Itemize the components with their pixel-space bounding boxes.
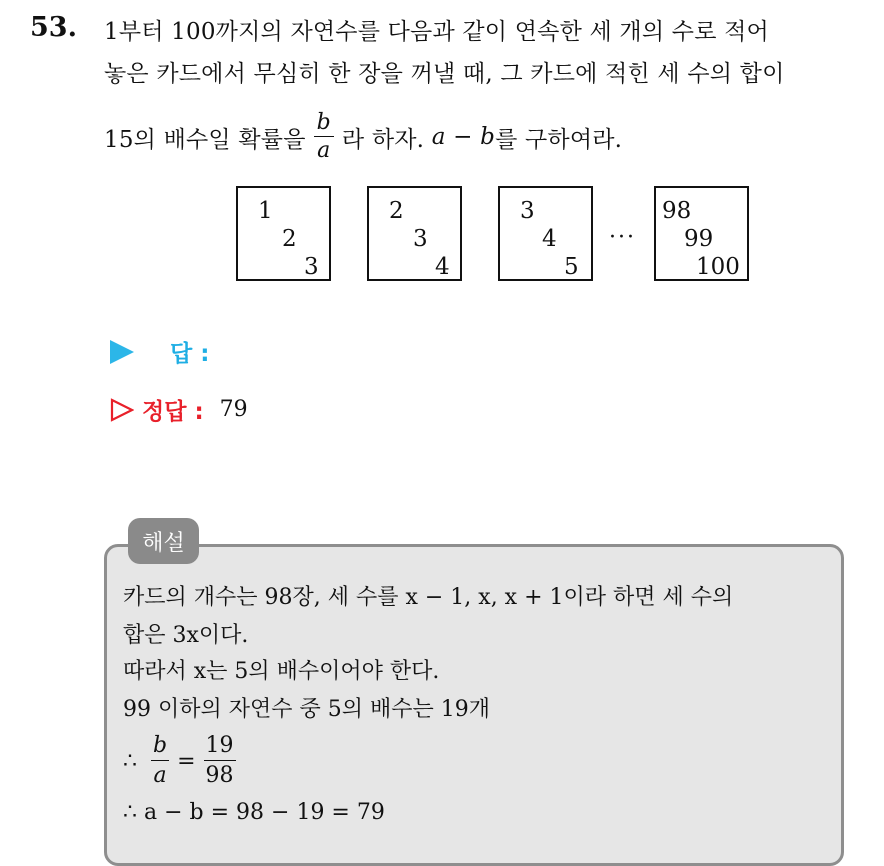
card-number-top: 98	[662, 198, 692, 224]
card-number-middle: 3	[413, 226, 428, 252]
card-number-bottom: 5	[564, 254, 579, 280]
solution-line4: 99 이하의 자연수 중 5의 배수는 19개	[123, 697, 490, 722]
question-text-line3	[104, 112, 622, 162]
solution-line2: 합은 3x이다.	[123, 623, 249, 648]
hollow-triangle-icon	[110, 398, 134, 422]
probability-fraction	[314, 112, 334, 162]
question-text-line1: 1부터 100까지의 자연수를 다음과 같이 연속한 세 개의 수로 적어	[104, 19, 769, 45]
solution-line1: 카드의 개수는 98장, 세 수를 x − 1, x, x + 1이라 하면 세 수의	[123, 585, 734, 610]
play-triangle-icon	[110, 340, 134, 364]
fraction-numerator: 19	[204, 735, 236, 761]
card-number-bottom: 100	[696, 254, 740, 280]
number-card-1	[236, 186, 331, 281]
question-text-end: 를 구하여라.	[495, 126, 623, 153]
question-text-post: 라 하자.	[341, 126, 425, 153]
number-card-2	[367, 186, 462, 281]
card-number-top: 3	[520, 198, 535, 224]
number-card-last	[654, 186, 749, 281]
card-number-top: 2	[389, 198, 404, 224]
fraction-denominator: a	[317, 138, 331, 163]
solution-line3: 따라서 x는 5의 배수이어야 한다.	[123, 659, 440, 684]
card-number-top: 1	[258, 198, 273, 224]
correct-answer-label: 정답 :	[142, 399, 204, 425]
card-number-middle: 99	[684, 226, 714, 252]
question-expression: a − b	[431, 124, 496, 150]
question-text-pre: 15의 배수일 확률을	[104, 126, 306, 153]
therefore-symbol: ∴	[123, 748, 137, 774]
fraction-denominator: 98	[205, 763, 234, 788]
answer-row	[110, 335, 209, 368]
card-number-bottom: 3	[304, 254, 319, 280]
card-number-middle: 4	[542, 226, 557, 252]
answer-label: 답 :	[170, 341, 210, 367]
number-card-3	[498, 186, 593, 281]
card-number-bottom: 4	[435, 254, 450, 280]
question-number: 53.	[30, 12, 77, 43]
solution-line6: ∴ a − b = 98 − 19 = 79	[123, 800, 385, 825]
card-number-middle: 2	[282, 226, 297, 252]
solution-tab: 해설	[128, 518, 199, 564]
solution-line5	[123, 735, 236, 787]
solution-fraction-ba	[151, 735, 169, 787]
correct-answer-value: 79	[219, 397, 248, 422]
ellipsis: ···	[609, 225, 636, 250]
question-text-line2: 놓은 카드에서 무심히 한 장을 꺼낼 때, 그 카드에 적힌 세 수의 합이	[104, 61, 785, 87]
equals-sign: =	[177, 748, 196, 774]
fraction-numerator: b	[151, 735, 169, 761]
fraction-numerator: b	[314, 112, 334, 137]
correct-answer-row	[110, 393, 248, 426]
fraction-denominator: a	[153, 763, 167, 788]
solution-fraction-value	[204, 735, 236, 787]
